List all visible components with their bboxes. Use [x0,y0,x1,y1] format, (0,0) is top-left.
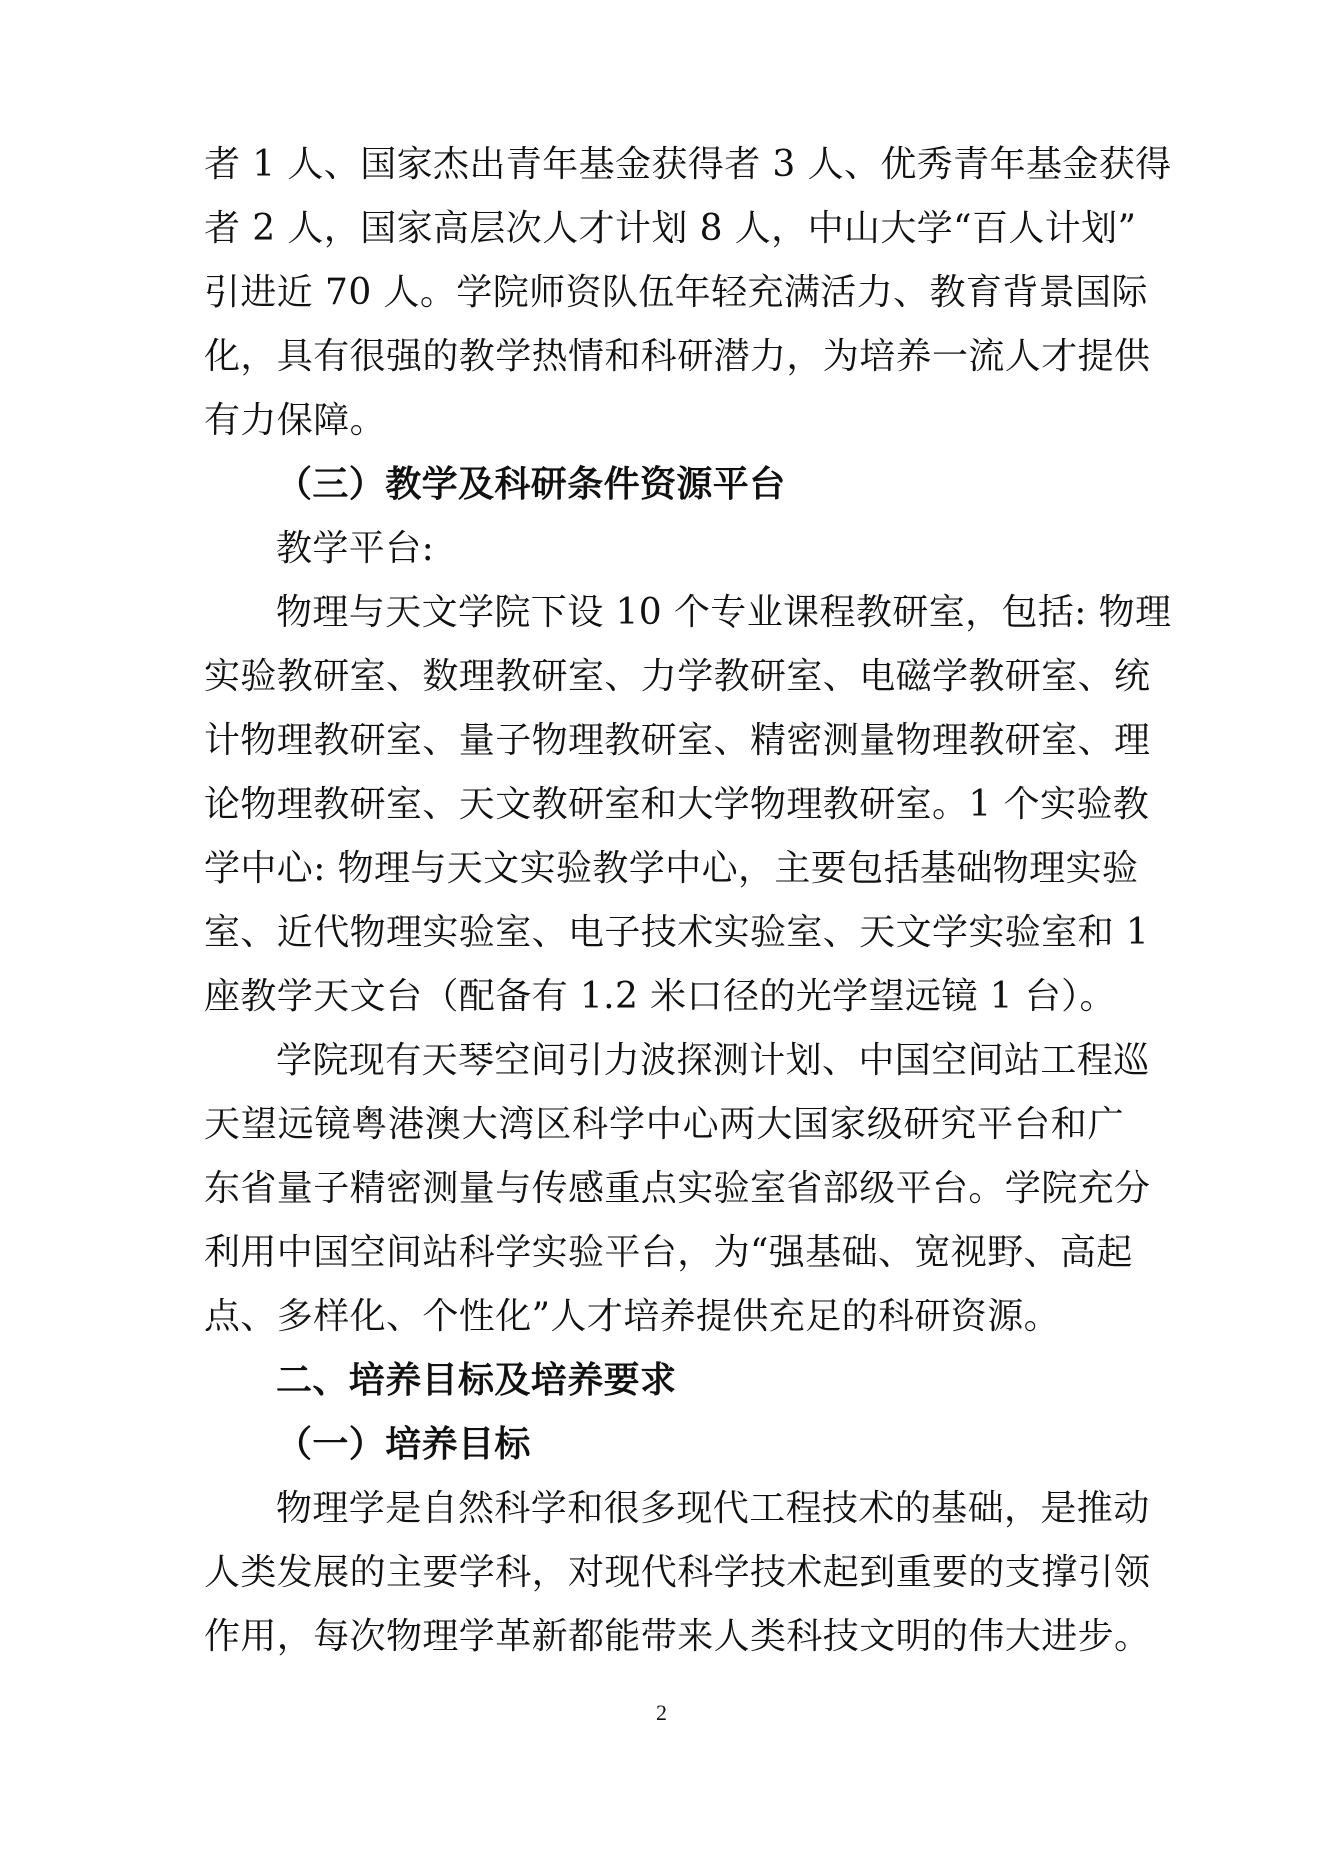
paragraph-line: 室、近代物理实验室、电子技术实验室、天文学实验室和 1 [204,912,1150,953]
paragraph-line: 人类发展的主要学科，对现代科学技术起到重要的支撑引领 [204,1552,1151,1593]
section-heading-2: 二、培养目标及培养要求 [276,1360,677,1401]
paragraph-line: 学院现有天琴空间引力波探测计划、中国空间站工程巡 [276,1040,1150,1081]
paragraph-line: 论物理教研室、天文教研室和大学物理教研室。1 个实验教 [204,784,1150,825]
paragraph-line: 者 1 人、国家杰出青年基金获得者 3 人、优秀青年基金获得 [204,144,1172,185]
paragraph-line: 物理学是自然科学和很多现代工程技术的基础，是推动 [276,1488,1150,1529]
paragraph-line: 点、多样化、个性化”人才培养提供充足的科研资源。 [204,1296,1061,1337]
subheading-teaching-platform: 教学平台: [276,528,435,569]
paragraph-line: 天望远镜粤港澳大湾区科学中心两大国家级研究平台和广 [204,1104,1124,1145]
paragraph-line: 者 2 人，国家高层次人才计划 8 人，中山大学“百人计划” [204,208,1137,249]
paragraph-line: 实验教研室、数理教研室、力学教研室、电磁学教研室、统 [204,656,1151,697]
page-number: 2 [656,1700,667,1725]
paragraph-line: 计物理教研室、量子物理教研室、精密测量物理教研室、理 [204,720,1151,761]
paragraph-line: 利用中国空间站科学实验平台，为“强基础、宽视野、高起 [204,1232,1133,1273]
paragraph-line: 座教学天文台（配备有 1.2 米口径的光学望远镜 1 台）。 [204,976,1116,1017]
section-heading-3: （三）教学及科研条件资源平台 [276,464,786,505]
paragraph-line: 学中心: 物理与天文实验教学中心，主要包括基础物理实验 [204,848,1139,889]
paragraph-line: 有力保障。 [204,400,387,441]
section-heading-training-goals: （一）培养目标 [276,1424,531,1465]
paragraph-line: 东省量子精密测量与传感重点实验室省部级平台。学院充分 [204,1168,1151,1209]
paragraph-line: 作用，每次物理学革新都能带来人类科技文明的伟大进步。 [204,1616,1151,1657]
paragraph-line: 物理与天文学院下设 10 个专业课程教研室，包括: 物理 [276,592,1172,633]
paragraph-line: 化，具有很强的教学热情和科研潜力，为培养一流人才提供 [204,336,1151,377]
paragraph-line: 引进近 70 人。学院师资队伍年轻充满活力、教育背景国际 [204,272,1148,313]
